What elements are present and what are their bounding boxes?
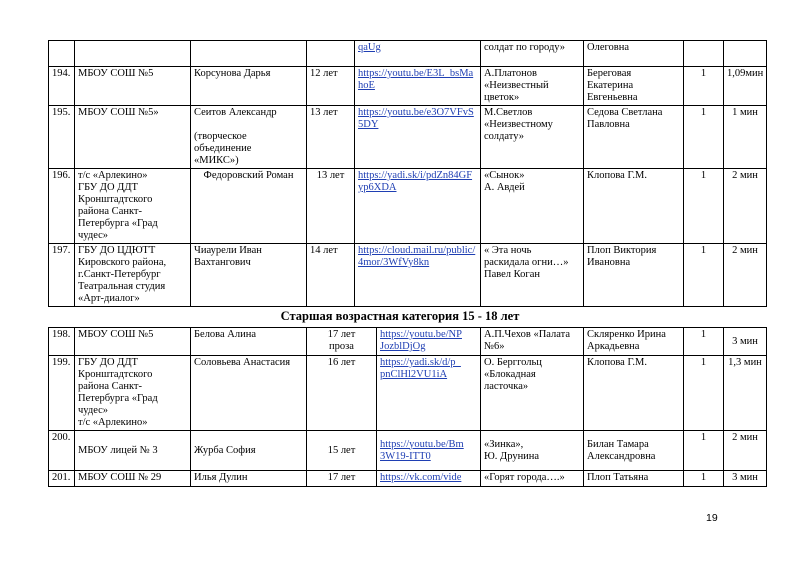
video-link[interactable]: qaUg <box>358 42 381 53</box>
row-number: 199. <box>49 356 75 431</box>
organization <box>75 41 191 67</box>
row-number <box>49 41 75 67</box>
video-link-cell <box>355 67 481 106</box>
work-title: солдат по городу» <box>481 41 584 67</box>
organization: МБОУ лицей № 3 <box>75 431 191 471</box>
duration <box>724 41 767 67</box>
video-link-cell <box>355 244 481 307</box>
count: 1 <box>684 244 724 307</box>
duration: 3 мин <box>724 471 767 487</box>
video-link-cell <box>377 471 481 487</box>
work-title: О. Берггольц «Блокадная ласточка» <box>481 356 584 431</box>
count: 1 <box>684 356 724 431</box>
count: 1 <box>684 471 724 487</box>
work-title: А.Платонов «Неизвестный цветок» <box>481 67 584 106</box>
organization: МБОУ СОШ № 29 <box>75 471 191 487</box>
table-row <box>49 67 767 106</box>
age: 13 лет <box>307 106 355 169</box>
video-link[interactable]: https://yadi.sk/i/pdZn84GF yp6XDA <box>358 170 473 193</box>
teacher: Плоп Виктория Ивановна <box>584 244 684 307</box>
participant-name: Федоровский Роман <box>191 169 307 244</box>
participant-name: Илья Дулин <box>191 471 307 487</box>
participant-name: Журба София <box>191 431 307 471</box>
organization: МБОУ СОШ №5» <box>75 106 191 169</box>
age <box>307 41 355 67</box>
work-title: А.П.Чехов «Палата №6» <box>481 328 584 356</box>
duration: 1,09мин <box>724 67 767 106</box>
count: 1 <box>684 431 724 471</box>
row-number: 196. <box>49 169 75 244</box>
participant-name <box>191 41 307 67</box>
row-number: 197. <box>49 244 75 307</box>
video-link[interactable]: https://youtu.be/e3O7VFvS 5DY <box>358 107 474 130</box>
teacher: Олеговна <box>584 41 684 67</box>
participant-name: Соловьева Анастасия <box>191 356 307 431</box>
work-title: М.Светлов «Неизвестному солдату» <box>481 106 584 169</box>
duration: 2 мин <box>724 244 767 307</box>
work-title: « Эта ночь раскидала огни…» Павел Коган <box>481 244 584 307</box>
age: 13 лет <box>307 169 355 244</box>
work-title: «Горят города….» <box>481 471 584 487</box>
participant-name: Чиаурели Иван Вахтангович <box>191 244 307 307</box>
duration: 1,3 мин <box>724 356 767 431</box>
table-row <box>49 106 767 169</box>
age: 15 лет <box>307 431 377 471</box>
duration: 3 мин <box>724 328 767 356</box>
video-link[interactable]: https://vk.com/vide <box>380 472 462 483</box>
video-link[interactable]: https://youtu.be/Bm 3W19-ITT0 <box>380 438 464 462</box>
teacher: Плоп Татьяна <box>584 471 684 487</box>
table-row <box>49 356 767 431</box>
table-row <box>49 431 767 471</box>
video-link[interactable]: https://youtu.be/NP JozblDjOg <box>380 329 462 352</box>
row-number: 198. <box>49 328 75 356</box>
video-link[interactable]: https://cloud.mail.ru/public/ 4mor/3WfVy8kn <box>358 245 476 268</box>
video-link-cell <box>377 328 481 356</box>
duration: 1 мин <box>724 106 767 169</box>
video-link-cell <box>377 356 481 431</box>
video-link-cell <box>377 431 481 471</box>
video-link[interactable]: https://youtu.be/E3L_bsMa hoE <box>358 68 474 91</box>
table-row <box>49 169 767 244</box>
table-row <box>49 244 767 307</box>
count: 1 <box>684 67 724 106</box>
age: 14 лет <box>307 244 355 307</box>
duration: 2 мин <box>724 169 767 244</box>
video-link-cell <box>355 41 481 67</box>
video-link-cell <box>355 106 481 169</box>
results-table-top <box>48 40 767 307</box>
video-link[interactable]: https://yadi.sk/d/p_ pnClHl2VU1iA <box>380 357 461 380</box>
teacher: Билан Тамара Александровна <box>584 431 684 471</box>
video-link-cell <box>355 169 481 244</box>
teacher: Клопова Г.М. <box>584 169 684 244</box>
table-row <box>49 471 767 487</box>
participant-name: Сеитов Александр (творческое объединение «МИКС») <box>191 106 307 169</box>
row-number: 195. <box>49 106 75 169</box>
page-number: 19 <box>706 512 718 524</box>
organization: МБОУ СОШ №5 <box>75 328 191 356</box>
work-title: «Зинка», Ю. Друнина <box>481 431 584 471</box>
results-table-bottom <box>48 327 767 487</box>
count: 1 <box>684 328 724 356</box>
row-number: 200. <box>49 431 75 471</box>
participant-name: Корсунова Дарья <box>191 67 307 106</box>
count: 1 <box>684 169 724 244</box>
count <box>684 41 724 67</box>
teacher: Седова Светлана Павловна <box>584 106 684 169</box>
section-heading: Старшая возрастная категория 15 - 18 лет <box>280 309 520 323</box>
age: 12 лет <box>307 67 355 106</box>
participant-name: Белова Алина <box>191 328 307 356</box>
age: 17 лет <box>307 471 377 487</box>
row-number: 194. <box>49 67 75 106</box>
count: 1 <box>684 106 724 169</box>
row-number: 201. <box>49 471 75 487</box>
organization: ГБУ ДО ЦДЮТТ Кировского района, г.Санкт-Петербург Театральная студия «Арт-диалог» <box>75 244 191 307</box>
duration: 2 мин <box>724 431 767 471</box>
organization: т/с «Арлекино» ГБУ ДО ДДТ Кронштадтского района Санкт- Петербурга «Град чудес» <box>75 169 191 244</box>
age: 17 лет проза <box>307 328 377 356</box>
teacher: Скляренко Ирина Аркадьевна <box>584 328 684 356</box>
teacher: Береговая Екатерина Евгеньевна <box>584 67 684 106</box>
organization: МБОУ СОШ №5 <box>75 67 191 106</box>
table-row <box>49 328 767 356</box>
table-row <box>49 41 767 67</box>
organization: ГБУ ДО ДДТ Кронштадтского района Санкт- Петербурга «Град чудес» т/с «Арлекино» <box>75 356 191 431</box>
age: 16 лет <box>307 356 377 431</box>
teacher: Клопова Г.М. <box>584 356 684 431</box>
work-title: «Сынок» А. Авдей <box>481 169 584 244</box>
